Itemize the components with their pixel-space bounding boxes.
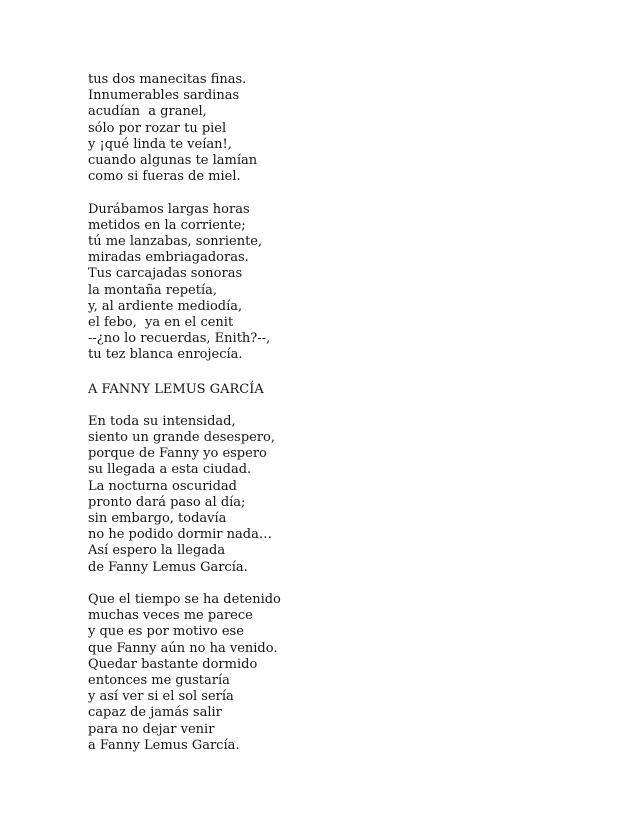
- verse-line: tú me lanzabas, sonriente,: [88, 234, 263, 250]
- verse-line: metidos en la corriente;: [88, 217, 246, 233]
- verse-line: para no dejar venir: [88, 721, 215, 737]
- verse-line: Que el tiempo se ha detenido: [88, 592, 281, 608]
- verse-line: a Fanny Lemus García.: [88, 737, 240, 753]
- continuation-stanza-1: [88, 72, 568, 185]
- verse-line: entonces me gustaría: [88, 673, 230, 689]
- verse-line: y ¡qué linda te veían!,: [88, 136, 232, 152]
- verse-line: siento un grande desespero,: [88, 430, 276, 446]
- verse-line: tus dos manecitas finas.: [88, 72, 247, 87]
- verse-line: Tus carcajadas sonoras: [88, 266, 243, 282]
- verse-line: Durábamos largas horas: [88, 201, 250, 217]
- verse-line: muchas veces me parece: [88, 608, 253, 624]
- verse-line: su llegada a esta ciudad.: [88, 462, 252, 478]
- verse-line: de Fanny Lemus García.: [88, 559, 248, 575]
- verse-line: como si fueras de miel.: [88, 169, 241, 185]
- verse-line: sin embargo, todavía: [88, 511, 227, 527]
- verse-line: sólo por rozar tu piel: [88, 120, 227, 136]
- verse-line: y, al ardiente mediodía,: [88, 298, 243, 314]
- verse-line: acudían a granel,: [88, 104, 207, 120]
- verse-line: que Fanny aún no ha venido.: [88, 640, 278, 656]
- verse-line: Así espero la llegada: [88, 543, 226, 559]
- verse-line: capaz de jamás salir: [88, 705, 222, 721]
- verse-line: no he podido dormir nada…: [88, 527, 272, 543]
- verse-line: la montaña repetía,: [88, 282, 217, 298]
- verse-line: tu tez blanca enrojecía.: [88, 347, 243, 363]
- verse-line: Quedar bastante dormido: [88, 656, 258, 672]
- verse-line: y así ver si el sol sería: [88, 689, 234, 705]
- poem-text-body: [88, 72, 568, 770]
- verse-line: La nocturna oscuridad: [88, 478, 237, 494]
- poem-stanza-1: [88, 414, 568, 576]
- verse-line: cuando algunas te lamían: [88, 153, 258, 169]
- continuation-stanza-2: [88, 202, 568, 364]
- verse-line: el febo, ya en el cenit: [88, 315, 234, 331]
- poem-stanza-2: [88, 592, 568, 754]
- verse-line: --¿no lo recuerdas, Enith?--,: [88, 331, 271, 347]
- verse-line: pronto dará paso al día;: [88, 494, 246, 510]
- verse-line: Innumerables sardinas: [88, 88, 240, 104]
- poem-title: A FANNY LEMUS GARCÍA: [88, 381, 264, 397]
- verse-line: miradas embriagadoras.: [88, 250, 249, 266]
- verse-line: En toda su intensidad,: [88, 413, 236, 429]
- verse-line: y que es por motivo ese: [88, 624, 244, 640]
- verse-line: porque de Fanny yo espero: [88, 446, 267, 462]
